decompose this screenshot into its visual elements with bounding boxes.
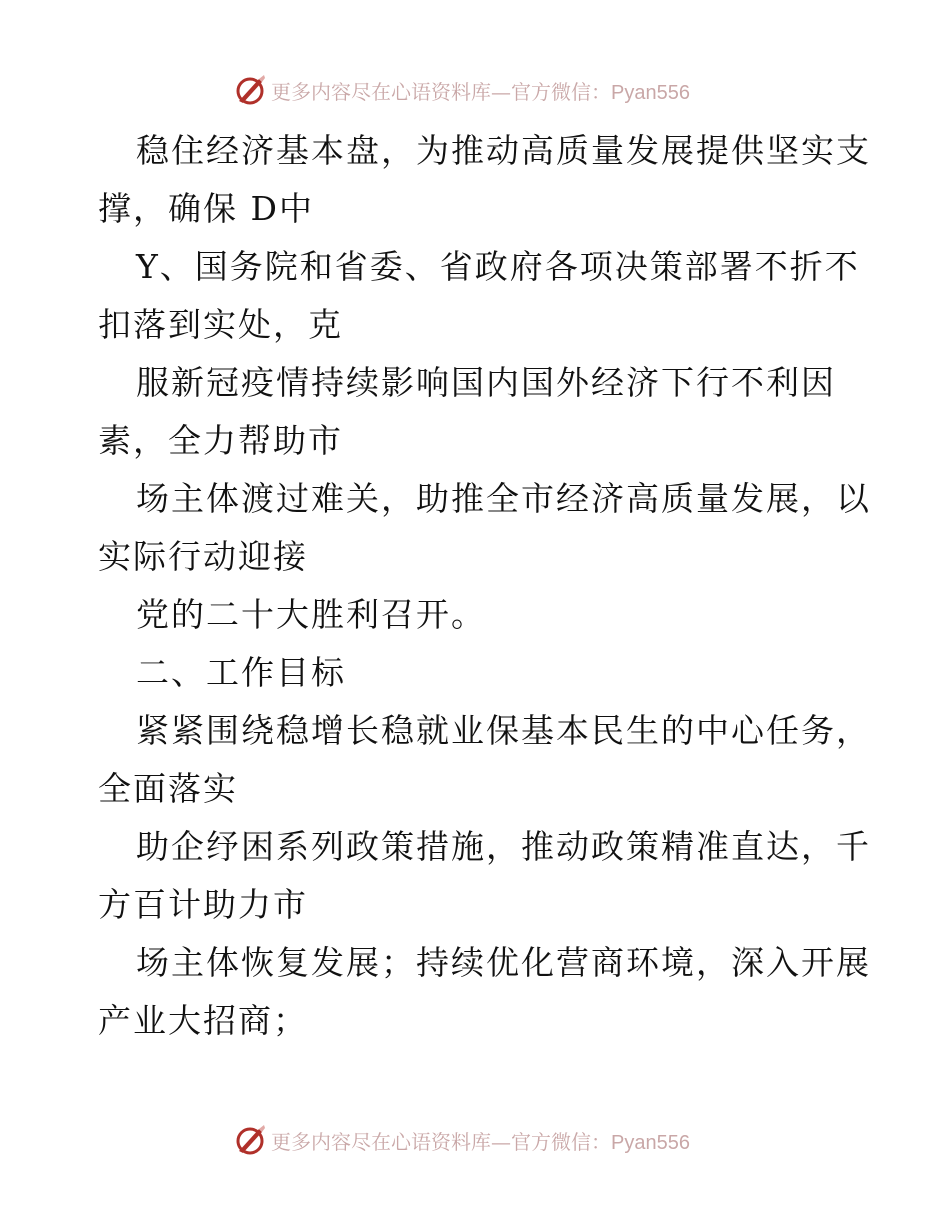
- paragraph-line: 助企纾困系列政策措施，推动政策精准直达，千: [136, 827, 871, 866]
- section-heading: 二、工作目标: [136, 653, 346, 692]
- paragraph-line: 紧紧围绕稳增长稳就业保基本民生的中心任务，: [136, 711, 871, 750]
- document-body: [98, 122, 871, 1050]
- paragraph-line: 实际行动迎接: [98, 537, 308, 576]
- footer-watermark-banner: [233, 1122, 690, 1158]
- paragraph-line: 场主体恢复发展；持续优化营商环境，深入开展: [136, 943, 871, 982]
- paragraph-line: 素，全力帮助市: [98, 421, 343, 460]
- footer-banner-text: 更多内容尽在心语资料库—官方微信：Pyan556: [271, 1129, 690, 1154]
- paragraph-line: 撑，确保 D中: [98, 189, 314, 228]
- header-banner-text: 更多内容尽在心语资料库—官方微信：Pyan556: [271, 79, 690, 104]
- paragraph-line: 产业大招商；: [98, 1001, 308, 1040]
- paragraph-line: 扣落到实处，克: [98, 305, 343, 344]
- paragraph-line: 稳住经济基本盘，为推动高质量发展提供坚实支: [136, 131, 871, 170]
- quill-logo-icon: [233, 73, 267, 107]
- quill-logo-icon: [233, 1123, 267, 1157]
- header-wechat-id: Pyan556: [611, 81, 690, 104]
- paragraph-line: 方百计助力市: [98, 885, 308, 924]
- footer-wechat-id: Pyan556: [611, 1131, 690, 1154]
- header-watermark-banner: [233, 72, 690, 108]
- paragraph-line: 服新冠疫情持续影响国内国外经济下行不利因: [136, 363, 836, 402]
- paragraph-line: 场主体渡过难关，助推全市经济高质量发展，以: [136, 479, 871, 518]
- paragraph-line: 全面落实: [98, 769, 238, 808]
- paragraph-line: 党的二十大胜利召开。: [136, 595, 486, 634]
- paragraph-line: Y、国务院和省委、省政府各项决策部署不折不: [136, 247, 860, 286]
